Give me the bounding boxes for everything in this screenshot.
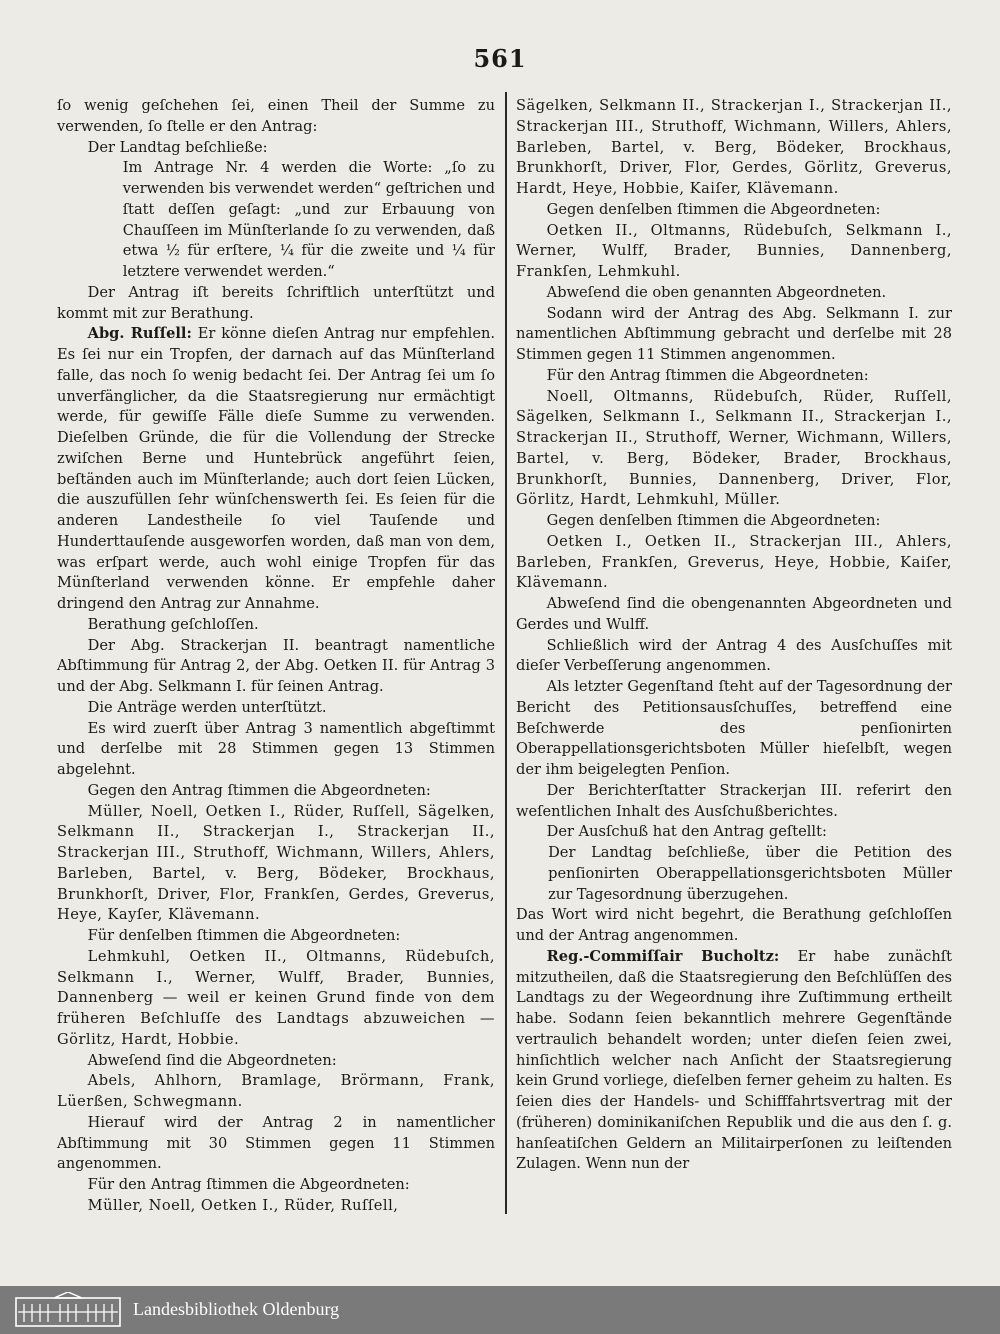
paragraph-text: Sodann wird der Antrag des Abg. Selkmann I. zur namentlichen Abſtimmung gebracht und derſelbe mit 28 Stimmen gegen 11 Stimmen angenommen. <box>516 304 952 363</box>
paragraph <box>57 1071 495 1113</box>
paragraph <box>516 511 952 532</box>
paragraph <box>123 158 495 283</box>
paragraph <box>57 138 495 159</box>
paragraph <box>57 698 495 719</box>
speaker-name: Reg.-Commiſſair Bucholtz: <box>546 947 780 965</box>
paragraph-text: Im Antrage Nr. 4 werden die Worte: „ſo zu verwenden bis verwendet werden“ geſtrichen und ſtatt deſſen geſagt: „und zur Erbauung von Chauſſeen im Münſterlande ſo zu verwenden, daß etwa ½ für erſtere, ¼ für die zweite und ¼ für letztere verwendet werden.“ <box>122 159 495 280</box>
paragraph <box>516 905 952 947</box>
library-name: Landesbibliothek Oldenburg <box>133 1299 340 1319</box>
paragraph-text: Der Berichterſtatter Strackerjan III. referirt den weſentlichen Inhalt des Ausſchußberichtes. <box>516 781 952 820</box>
library-building-icon <box>14 1292 122 1328</box>
paragraph-text: Der Abg. Strackerjan II. beantragt namentliche Abſtimmung für Antrag 2, der Abg. Oetken II. für Antrag 3 und der Abg. Selkmann I. für ſeinen Antrag. <box>57 636 495 695</box>
paragraph-text: Abweſend ſind die obengenannten Abgeordneten und Gerdes und Wulff. <box>516 595 952 633</box>
paragraph-text: Für den Antrag ſtimmen die Abgeordneten: <box>87 1176 410 1193</box>
paragraph-text: Sägelken, Selkmann II., Strackerjan I., Strackerjan II., Strackerjan III., Struthoff, Wichmann, Willers, Ahlers, Barleben, Bartel, v. Berg, Bödeker, Brockhaus, Brunkhorſt, Driver, Flor, Gerdes, Görlitz, Greverus, Hardt, Heye, Hobbie, Kaiſer, Klävemann. <box>516 97 952 197</box>
column-divider <box>505 92 507 1214</box>
paragraph-text: Oetken II., Oltmanns, Rüdebuſch, Selkmann I., Werner, Wulff, Brader, Bunnies, Dannenberg, Frankſen, Lehmkuhl. <box>516 221 952 280</box>
paragraph-text: Der Landtag beſchließe: <box>87 138 268 156</box>
paragraph <box>516 200 952 221</box>
paragraph <box>57 324 495 615</box>
paragraph-text: Müller, Noell, Oetken I., Rüder, Ruſſell, <box>87 1196 399 1214</box>
speaker-name: Abg. Ruſſell: <box>87 325 192 343</box>
paragraph-text: Noell, Oltmanns, Rüdebuſch, Rüder, Ruſſell, Sägelken, Selkmann I., Selkmann II., Strackerjan I., Strackerjan II., Struthoff, Werner, Wichmann, Willers, Bartel, v. Berg, Bödeker, Brader, Brockhaus, Brunkhorſt, Bunnies, Dannenberg, Driver, Flor, Görlitz, Hardt, Lehmkuhl, Müller. <box>516 387 952 509</box>
paragraph <box>516 594 952 636</box>
paragraph-text: Gegen denſelben ſtimmen die Abgeordneten: <box>546 200 881 218</box>
paragraph-text: Schließlich wird der Antrag 4 des Ausſchuſſes mit dieſer Verbeſſerung angenommen. <box>516 636 952 675</box>
paragraph <box>516 387 952 512</box>
paragraph-text: Müller, Noell, Oetken I., Rüder, Ruſſell, Sägelken, Selkmann II., Strackerjan I., Strackerjan II., Strackerjan III., Struthoff, Wichmann, Willers, Ahlers, Barleben, Bartel, v. Berg, Bödeker, Brockhaus, Brunkhorſt, Driver, Flor, Frankſen, Gerdes, Greverus, Heye, Kayſer, Klävemann. <box>57 802 495 924</box>
paragraph <box>57 1175 495 1196</box>
paragraph <box>57 926 495 947</box>
paragraph <box>516 947 952 1175</box>
paragraph-text: Berathung geſchloſſen. <box>87 615 259 633</box>
paragraph <box>57 636 495 698</box>
paragraph-text: Abweſend die oben genannten Abgeordneten. <box>546 283 887 301</box>
paragraph-text: Es wird zuerſt über Antrag 3 namentlich abgeſtimmt und derſelbe mit 28 Stimmen gegen 13 Stimmen abgelehnt. <box>57 719 495 778</box>
paragraph <box>516 96 952 200</box>
paragraph <box>57 719 495 781</box>
paragraph <box>516 781 952 823</box>
library-footer-bar <box>0 1286 1000 1334</box>
paragraph-text: Das Wort wird nicht begehrt, die Berathung geſchloſſen und der Antrag angenommen. <box>516 906 952 944</box>
paragraph <box>57 283 495 325</box>
paragraph <box>516 532 952 594</box>
paragraph <box>57 802 495 927</box>
paragraph-text: Oetken I., Oetken II., Strackerjan III., Ahlers, Barleben, Frankſen, Greverus, Heye, Hobbie, Kaiſer, Klävemann. <box>516 532 952 592</box>
paragraph <box>516 677 952 781</box>
paragraph-text: Als letzter Gegenſtand ſteht auf der Tagesordnung der Bericht des Petitionsausſchuſſes, betreffend eine Beſchwerde des penſionirten Oberappellationsgerichtsboten Müller hieſelbſt, wegen der ihm beigelegten Penſion. <box>516 678 952 778</box>
paragraph <box>516 822 952 843</box>
paragraph-text: Lehmkuhl, Oetken II., Oltmanns, Rüdebuſch, Selkmann I., Werner, Wulff, Brader, Bunnies, Dannenberg — weil er keinen Grund finde von dem früheren Beſchluſſe des Landtags abzuweichen — Görlitz, Hardt, Hobbie. <box>57 947 495 1048</box>
paragraph-text: Der Ausſchuß hat den Antrag geſtellt: <box>546 823 827 841</box>
paragraph-text: Abweſend ſind die Abgeordneten: <box>87 1051 337 1069</box>
paragraph-text: Für denſelben ſtimmen die Abgeordneten: <box>87 927 401 944</box>
paragraph <box>516 221 952 283</box>
paragraph <box>57 615 495 636</box>
paragraph-text: Abels, Ahlhorn, Bramlage, Brörmann, Frank, Lüerßen, Schwegmann. <box>57 1072 495 1110</box>
paragraph-text: ſo wenig geſchehen ſei, einen Theil der Summe zu verwenden, ſo ſtelle er den Antrag: <box>57 97 495 135</box>
paragraph-text: Gegen denſelben ſtimmen die Abgeordneten: <box>546 512 881 529</box>
paragraph <box>516 366 952 387</box>
paragraph <box>516 283 952 304</box>
right-column <box>516 96 952 1175</box>
paragraph <box>516 636 952 678</box>
paragraph <box>57 1051 495 1072</box>
paragraph-text: Hierauf wird der Antrag 2 in namentlicher Abſtimmung mit 30 Stimmen gegen 11 Stimmen angenommen. <box>57 1113 495 1173</box>
paragraph-text: Er könne dieſen Antrag nur empfehlen. Es ſei nur ein Tropfen, der darnach auf das Münſterland falle, das noch ſo wenig bedacht ſei. Der Antrag ſei um ſo unverfänglicher, da die Staatsregierung nur ermächtigt werde, für gewiſſe Fälle dieſe Summe zu verwenden. Dieſelben Gründe, die für die Vollendung der Strecke zwiſchen Berne und Huntebrück angeführt ſeien, beſtänden auch im Münſterlande; auch dort ſeien Lücken, die auszufüllen ſehr wünſchenswerth ſei. Es ſeien für die anderen Landestheile ſo viel Tauſende und Hunderttauſende ausgeworfen worden, daß man von dem, was erſpart werde, auch wohl einige Tropfen für das Münſterland verwenden könne. Er empfehle daher dringend den Antrag zur Annahme. <box>57 325 495 612</box>
paragraph-text: Gegen den Antrag ſtimmen die Abgeordneten: <box>87 781 431 799</box>
paragraph-text: Der Landtag beſchließe, über die Petition des penſionirten Oberappellationsgerichtsboten Müller zur Tagesordnung überzugehen. <box>548 844 952 903</box>
paragraph-text: Der Antrag iſt bereits ſchriftlich unterſtützt und kommt mit zur Berathung. <box>57 283 495 322</box>
paragraph <box>548 843 952 905</box>
page-number: 561 <box>473 44 527 73</box>
paragraph <box>57 96 495 138</box>
paragraph-text: Die Anträge werden unterſtützt. <box>87 698 327 716</box>
paragraph <box>57 1196 495 1217</box>
paragraph <box>57 947 495 1051</box>
paragraph <box>57 781 495 802</box>
paragraph-text: Für den Antrag ſtimmen die Abgeordneten: <box>546 366 869 384</box>
paragraph-text: Er habe zunächſt mitzutheilen, daß die Staatsregierung den Beſchlüſſen des Landtags zu der Wegeordnung ihre Zuſtimmung ertheilt habe. Sodann ſeien bekanntlich mehrere Gegenſtände vertraulich behandelt worden; unter dieſen ſeien zwei, hinſichtlich welcher nach Anſicht der Staatsregierung kein Grund vorliege, dieſelben ferner geheim zu halten. Es ſeien dies der Handels- und Schifffahrtsvertrag mit der (früheren) dominikaniſchen Republik und die aus den ſ. g. hanſeatiſchen Geldern an Militairperſonen zu leiſtenden Zulagen. Wenn nun der <box>516 947 952 1173</box>
paragraph <box>57 1113 495 1175</box>
left-column <box>57 96 495 1217</box>
paragraph <box>516 304 952 366</box>
